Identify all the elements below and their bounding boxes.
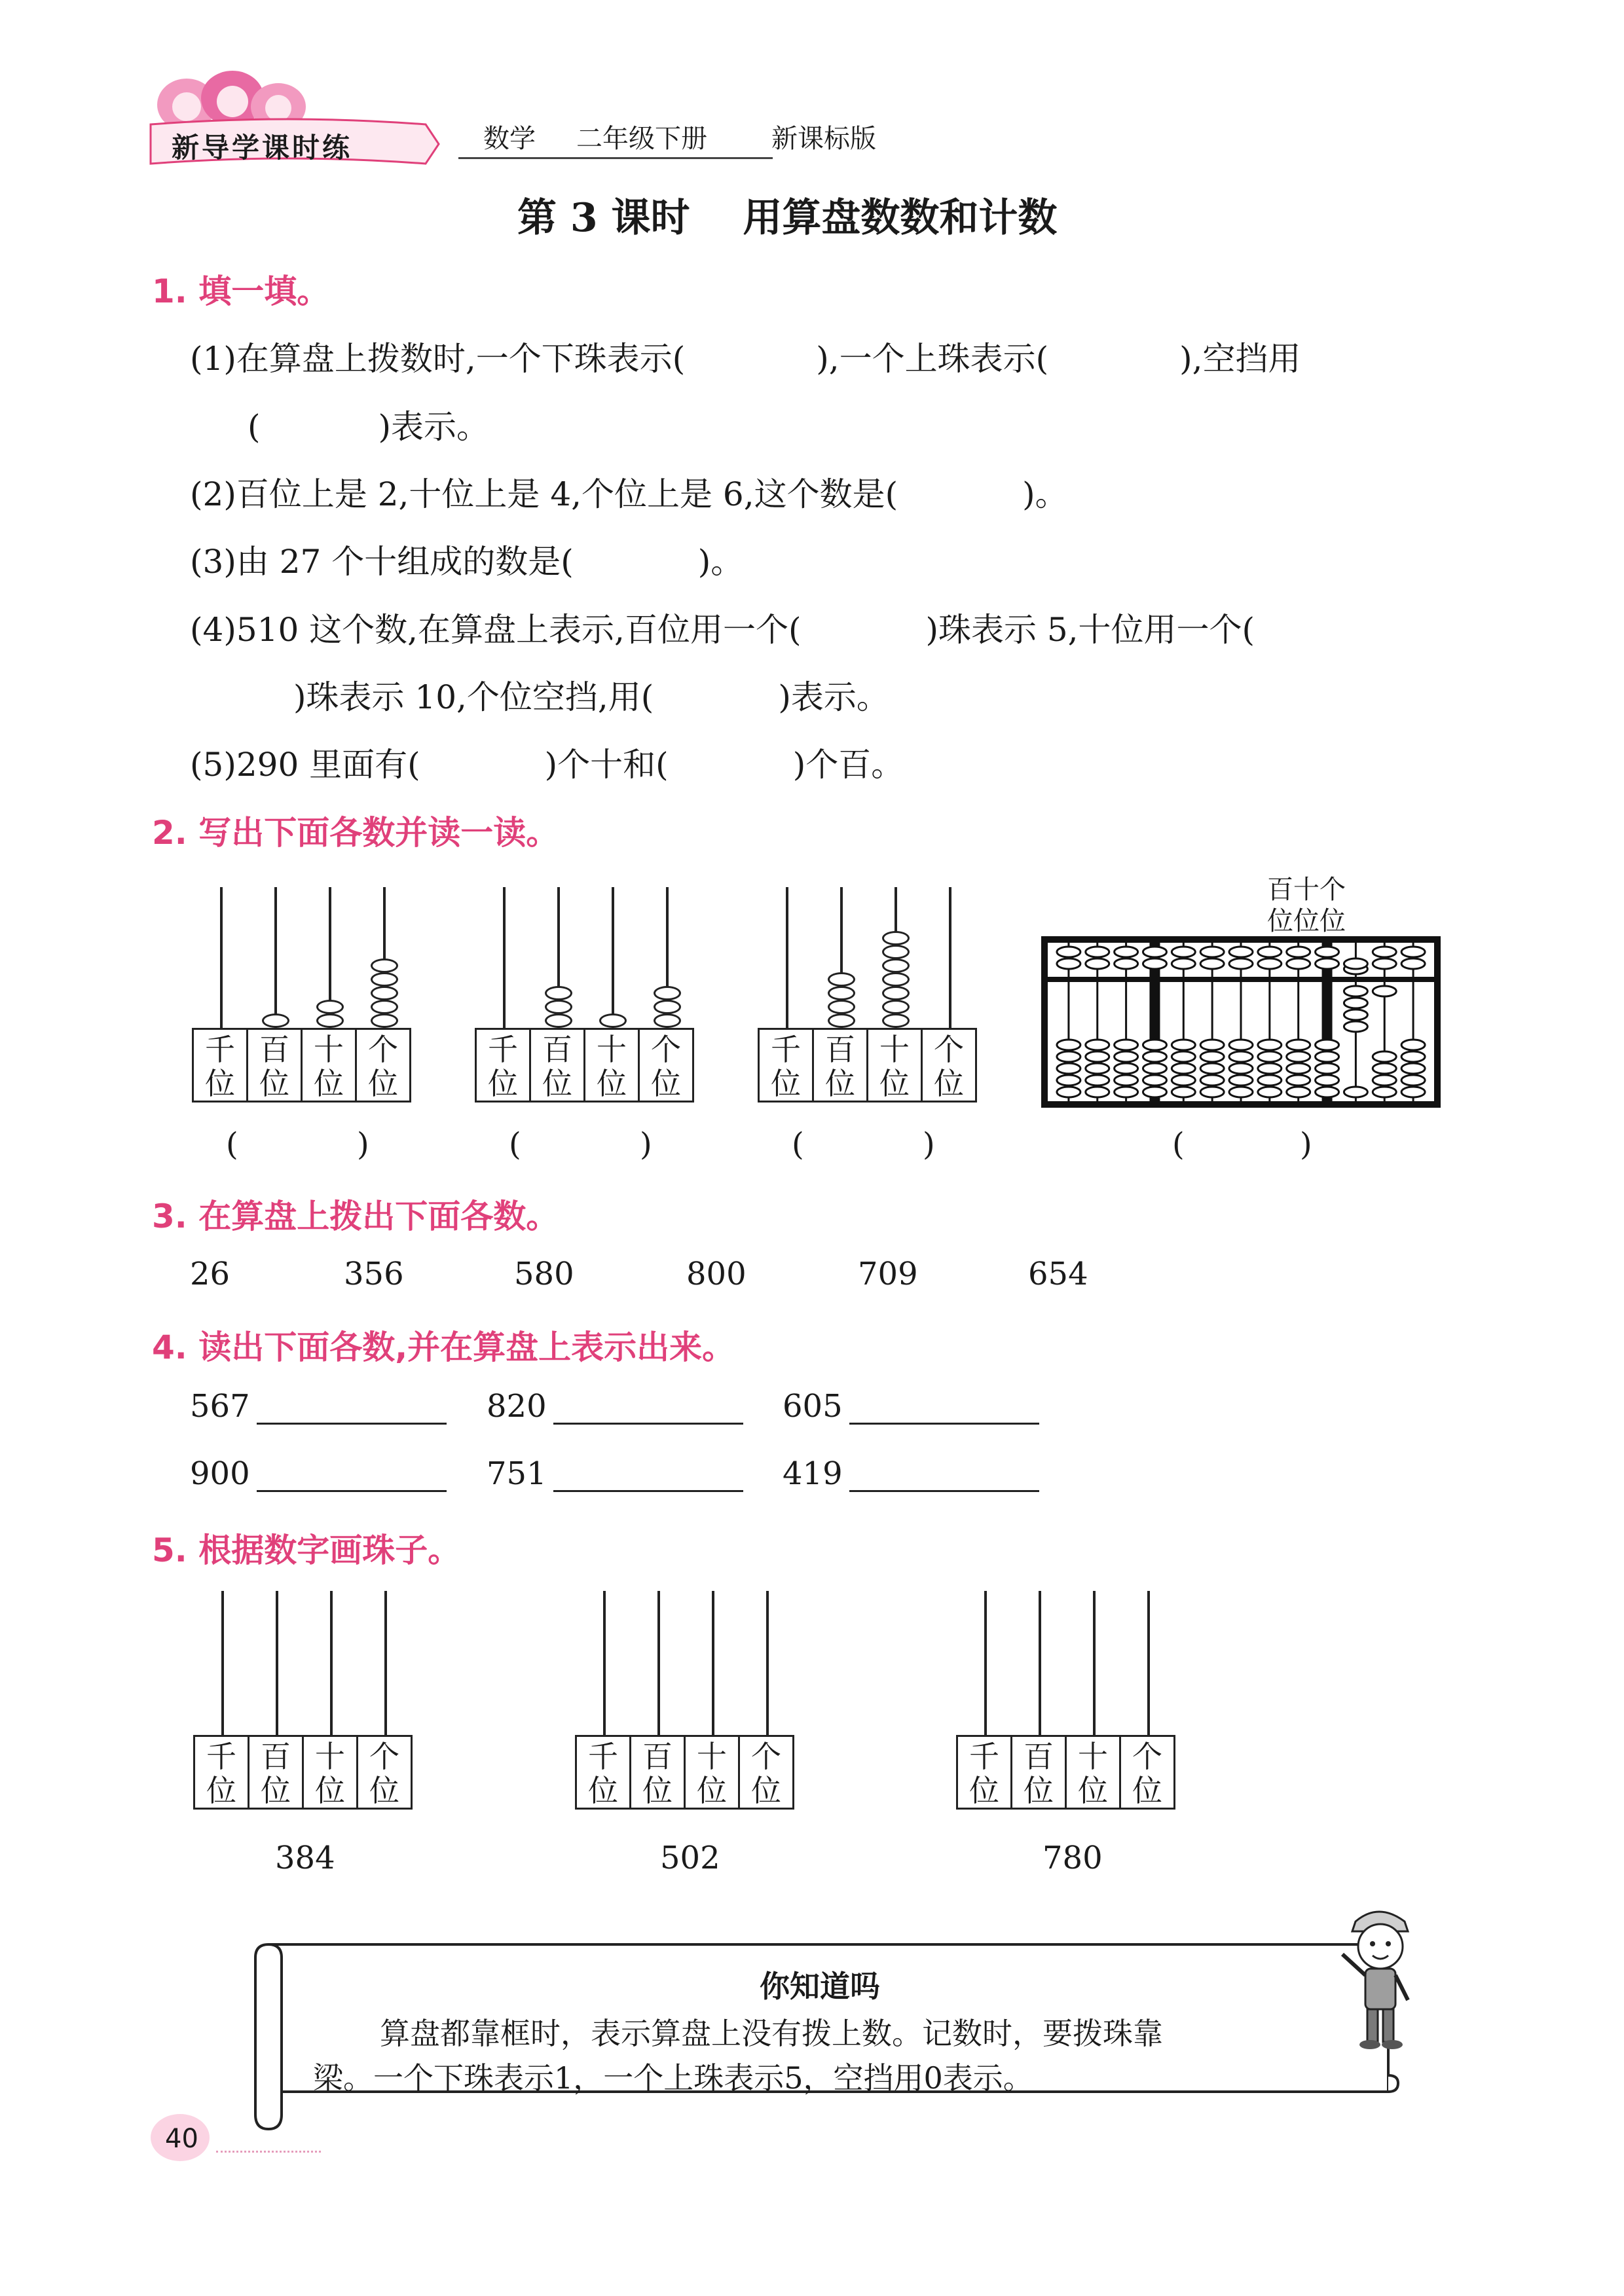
- abacus-lower-bead: [1200, 1087, 1224, 1097]
- q5-counter-3-rod: [1147, 1591, 1150, 1735]
- abacus-lower-bead: [1229, 1075, 1253, 1085]
- q2-counter-3-rod: [949, 887, 951, 1028]
- q2-counter-2-bead: [545, 1000, 572, 1014]
- q2-counter-1-place-label: 百 位: [246, 1030, 301, 1101]
- q1-text: )珠表示 10,个位空挡,用(: [293, 678, 654, 716]
- q4-item: [783, 1455, 1039, 1492]
- q5-counter-3-place-label: 个 位: [1119, 1737, 1173, 1808]
- abacus-upper-bead: [1143, 947, 1166, 957]
- q1-text: (: [248, 408, 261, 446]
- q2-counter-2-bead: [545, 1013, 572, 1028]
- q5-counter-1-rod: [384, 1591, 387, 1735]
- abacus-lower-bead: [1086, 1087, 1109, 1097]
- q2-counter-3-bead: [882, 1013, 910, 1028]
- q2-counter-3-place-labels: [758, 1028, 977, 1102]
- abacus-upper-bead: [1115, 958, 1138, 969]
- q2-counter-3-place-label: 个 位: [921, 1030, 975, 1101]
- q2-counter-1-bead: [371, 958, 398, 973]
- abacus-upper-bead: [1287, 947, 1310, 957]
- abacus-lower-bead: [1115, 1040, 1138, 1050]
- q5-counter-3-place-label: 千 位: [969, 1739, 999, 1808]
- q1-text: )珠表示 5,十位用一个(: [925, 611, 1255, 649]
- abacus-upper-bead: [1172, 947, 1195, 957]
- q2-counter-2-place-label: 百 位: [529, 1030, 583, 1101]
- abacus-lower-bead: [1086, 1051, 1109, 1062]
- q2-counter-1-bead: [316, 1000, 344, 1014]
- q5-counter-2-place-label: 十 位: [684, 1737, 738, 1808]
- q4-item: [190, 1388, 447, 1425]
- q2-counter-3-bead: [828, 1000, 855, 1014]
- abacus-lower-bead: [1143, 1063, 1166, 1074]
- abacus-lower-bead: [1401, 1087, 1425, 1097]
- abacus-lower-bead: [1057, 1087, 1080, 1097]
- q5-counter-3-rod: [1093, 1591, 1096, 1735]
- abacus-place-header: [1267, 874, 1346, 937]
- q2-counter-3-bead: [882, 958, 910, 973]
- abacus-upper-bead: [1086, 958, 1109, 969]
- abacus-upper-bead: [1344, 958, 1367, 969]
- abacus-lower-bead: [1316, 1063, 1339, 1074]
- abacus-lower-bead: [1143, 1087, 1166, 1097]
- header-rule: [458, 157, 773, 159]
- abacus-lower-bead: [1344, 986, 1367, 996]
- abacus-lower-bead: [1229, 1087, 1253, 1097]
- q5-counter-2-rod: [766, 1591, 769, 1735]
- q4-number: 605: [783, 1388, 843, 1425]
- abacus-upper-bead: [1401, 958, 1425, 969]
- abacus-lower-bead: [1086, 1075, 1109, 1085]
- abacus-upper-bead: [1057, 958, 1080, 969]
- q2-counter-3-bead: [828, 1013, 855, 1028]
- q2-counter-2-rod: [612, 887, 614, 1028]
- q1-text: ),一个上珠表示(: [816, 340, 1049, 378]
- q4-number: 419: [783, 1455, 843, 1492]
- q2-counter-2-place-label: 十 位: [583, 1030, 638, 1101]
- q5-counter-3-rod: [1039, 1591, 1041, 1735]
- abacus-lower-bead: [1200, 1040, 1224, 1050]
- abacus-lower-bead: [1344, 1087, 1367, 1097]
- abacus-upper-bead: [1057, 947, 1080, 957]
- q5-counter-1-place-label: 百 位: [248, 1737, 302, 1808]
- header-edition: 新课标版: [771, 124, 876, 154]
- q2-answer-paren: (: [509, 1126, 521, 1163]
- abacus-lower-bead: [1316, 1075, 1339, 1085]
- q3-heading: 3. 在算盘上拨出下面各数。: [152, 1197, 559, 1235]
- q2-counter-3-bead: [828, 986, 855, 1000]
- abacus-lower-bead: [1344, 1010, 1367, 1020]
- q4-number: 900: [190, 1455, 250, 1492]
- q1-text: )个十和(: [544, 746, 669, 784]
- q2-answer-paren: (: [792, 1126, 804, 1163]
- page-number: 40: [165, 2124, 198, 2154]
- header-subject: 数学: [483, 124, 536, 154]
- abacus-lower-bead: [1401, 1051, 1425, 1062]
- abacus-lower-bead: [1373, 1075, 1396, 1085]
- q2-counter-2-bead: [654, 1000, 681, 1014]
- abacus-lower-bead: [1057, 1063, 1080, 1074]
- q5-counter-2-place-label: 个 位: [738, 1737, 792, 1808]
- q5-counter-2-rod: [603, 1591, 606, 1735]
- abacus-lower-bead: [1287, 1063, 1310, 1074]
- abacus-lower-bead: [1287, 1087, 1310, 1097]
- q5-counter-3-place-label: 百 位: [1010, 1737, 1065, 1808]
- abacus-lower-bead: [1287, 1051, 1310, 1062]
- q2-counter-1-place-label: 千 位: [205, 1032, 235, 1101]
- q4-item: [783, 1388, 1039, 1425]
- abacus-upper-bead: [1373, 947, 1396, 957]
- q5-counter-1-rod: [276, 1591, 278, 1735]
- abacus-upper-bead: [1316, 958, 1339, 969]
- q5-counter-1-place-labels: [193, 1735, 413, 1810]
- q4-number: 820: [487, 1388, 547, 1425]
- q1-line1-cont: [248, 401, 489, 448]
- abacus-upper-bead: [1086, 947, 1109, 957]
- lesson-title: 第 3 课时 用算盘数数和计数: [517, 195, 1058, 241]
- abacus-upper-bead: [1200, 958, 1224, 969]
- q2-answer-paren: (: [226, 1126, 238, 1163]
- q2-counter-1-place-labels: [192, 1028, 411, 1102]
- abacus-lower-bead: [1229, 1063, 1253, 1074]
- q3-number: 356: [344, 1256, 404, 1292]
- abacus-lower-bead: [1057, 1051, 1080, 1062]
- q2-counter-1-rod: [220, 887, 223, 1028]
- abacus-lower-bead: [1172, 1075, 1195, 1085]
- q2-counter-2-rod: [503, 887, 506, 1028]
- abacus-lower-bead: [1316, 1051, 1339, 1062]
- q2-answer-paren: ): [640, 1126, 652, 1163]
- q4-answer-line[interactable]: [257, 1461, 447, 1492]
- q3-number: 709: [858, 1256, 918, 1292]
- abacus-lower-bead: [1057, 1040, 1080, 1050]
- q1-line1: [190, 333, 1301, 380]
- q1-text: )。: [697, 543, 744, 581]
- abacus-lower-bead: [1316, 1040, 1339, 1050]
- header-brand: 新导学课时练: [172, 132, 353, 164]
- q2-counter-2-place-labels: [475, 1028, 694, 1102]
- q2-counter-2-bead: [654, 1013, 681, 1028]
- q5-counter-3-place-label: 十 位: [1065, 1737, 1119, 1808]
- abacus-upper-bead: [1229, 958, 1253, 969]
- abacus-lower-bead: [1143, 1040, 1166, 1050]
- abacus-header-line1: 百十个: [1267, 875, 1346, 905]
- q2-counter-1-bead: [371, 972, 398, 987]
- abacus-lower-bead: [1344, 998, 1367, 1008]
- abacus-svg: [1041, 936, 1441, 1108]
- abacus-lower-bead: [1373, 1051, 1396, 1062]
- q2-answer-paren: ): [357, 1126, 369, 1163]
- q2-counter-3-bead: [828, 972, 855, 987]
- abacus-lower-bead: [1258, 1075, 1282, 1085]
- q1-text: ),空挡用: [1179, 340, 1301, 378]
- abacus-lower-bead: [1172, 1040, 1195, 1050]
- q2-counter-1-place-label: 个 位: [355, 1030, 409, 1101]
- q4-item: [487, 1455, 743, 1492]
- q4-answer-line[interactable]: [849, 1394, 1039, 1425]
- q5-heading: 5. 根据数字画珠子。: [152, 1531, 461, 1569]
- q2-counter-1-bead: [316, 1013, 344, 1028]
- abacus-lower-bead: [1143, 1075, 1166, 1085]
- tip-line1: 算盘都靠框时，表示算盘上没有拨上数。记数时，要拨珠靠: [380, 2016, 1163, 2051]
- abacus-lower-bead: [1258, 1087, 1282, 1097]
- footer-dotted-rule: [216, 2151, 321, 2153]
- boy-cartoon-icon: [1329, 1902, 1428, 2052]
- header-grade: 二年级下册: [576, 124, 707, 154]
- abacus-lower-bead: [1200, 1051, 1224, 1062]
- q1-text: (3)由 27 个十组成的数是(: [190, 543, 574, 581]
- q1-line4: [190, 604, 1255, 651]
- q2-answer-paren-close-4: ): [1300, 1126, 1312, 1163]
- abacus-upper-bead: [1229, 947, 1253, 957]
- q1-text: (4)510 这个数,在算盘上表示,百位用一个(: [190, 611, 802, 649]
- q2-counter-3-place-label: 千 位: [771, 1032, 801, 1101]
- q4-item: [487, 1388, 743, 1425]
- q5-number: 780: [1043, 1840, 1103, 1876]
- abacus-lower-bead: [1401, 1063, 1425, 1074]
- q5-number: 384: [275, 1840, 335, 1876]
- q5-counter-3-place-labels: [956, 1735, 1175, 1810]
- q4-answer-line[interactable]: [257, 1394, 447, 1425]
- q2-heading: 2. 写出下面各数并读一读。: [152, 814, 559, 852]
- q2-counter-1-bead: [371, 986, 398, 1000]
- abacus-beam: [1044, 977, 1437, 982]
- q2-counter-1-bead: [262, 1013, 289, 1028]
- abacus-lower-bead: [1115, 1087, 1138, 1097]
- q2-counter-1-rod: [274, 887, 277, 1028]
- q1-text: (2)百位上是 2,十位上是 4,个位上是 6,这个数是(: [190, 475, 898, 513]
- abacus-lower-bead: [1086, 1040, 1109, 1050]
- abacus-lower-bead: [1229, 1040, 1253, 1050]
- abacus-lower-bead: [1115, 1051, 1138, 1062]
- q5-counter-2-rod: [712, 1591, 714, 1735]
- q2-counter-1-bead: [371, 1013, 398, 1028]
- q1-text: )。: [1022, 475, 1068, 513]
- q1-line4-cont: [293, 671, 889, 718]
- abacus-lower-bead: [1401, 1040, 1425, 1050]
- q5-counter-1-rod: [330, 1591, 333, 1735]
- abacus-upper-bead: [1373, 958, 1396, 969]
- q5-counter-2-rod: [657, 1591, 660, 1735]
- abacus-lower-bead: [1258, 1040, 1282, 1050]
- abacus-upper-bead: [1258, 947, 1282, 957]
- q2-counter-3-bead: [882, 1000, 910, 1014]
- q5-counter-1-place-label: 个 位: [356, 1737, 411, 1808]
- q5-counter-1-place-label: 十 位: [302, 1737, 356, 1808]
- q5-counter-2-place-label: 百 位: [629, 1737, 684, 1808]
- q3-number: 580: [514, 1256, 574, 1292]
- q5-counter-2-place-label: 千 位: [588, 1739, 618, 1808]
- abacus-lower-bead: [1258, 1051, 1282, 1062]
- abacus-lower-bead: [1172, 1087, 1195, 1097]
- abacus-upper-bead: [1200, 947, 1224, 957]
- abacus-lower-bead: [1172, 1063, 1195, 1074]
- q1-line5: [190, 738, 904, 786]
- tip-line2: 梁。一个下珠表示1，一个上珠表示5，空挡用0表示。: [313, 2060, 1033, 2096]
- abacus-upper-bead: [1316, 947, 1339, 957]
- q2-counter-2-place-label: 千 位: [488, 1032, 518, 1101]
- q1-text: )个百。: [792, 746, 904, 784]
- q4-answer-line[interactable]: [849, 1461, 1039, 1492]
- q5-counter-1-rod: [221, 1591, 224, 1735]
- abacus-upper-bead: [1115, 947, 1138, 957]
- q4-heading: 4. 读出下面各数,并在算盘上表示出来。: [152, 1328, 735, 1366]
- q2-counter-3-bead: [882, 945, 910, 959]
- q1-heading: 1. 填一填。: [152, 272, 330, 310]
- q2-answer-paren-open-4: (: [1172, 1126, 1185, 1163]
- q4-answer-line[interactable]: [553, 1461, 743, 1492]
- abacus-lower-bead: [1373, 1063, 1396, 1074]
- abacus-lower-bead: [1172, 1051, 1195, 1062]
- abacus-lower-bead: [1287, 1040, 1310, 1050]
- q4-number: 751: [487, 1455, 547, 1492]
- abacus-lower-bead: [1115, 1063, 1138, 1074]
- abacus-lower-bead: [1200, 1063, 1224, 1074]
- q4-item: [190, 1455, 447, 1492]
- q2-counter-1-bead: [371, 1000, 398, 1014]
- q2-answer-paren: ): [923, 1126, 935, 1163]
- q1-text: (5)290 里面有(: [190, 746, 420, 784]
- q2-counter-2-bead: [654, 986, 681, 1000]
- q3-number: 26: [190, 1256, 231, 1292]
- abacus-lower-bead: [1287, 1075, 1310, 1085]
- q3-number: 800: [686, 1256, 747, 1292]
- abacus-header-line2: 位位位: [1267, 906, 1346, 936]
- q2-counter-3-bead: [882, 931, 910, 945]
- q2-counter-3-place-label: 百 位: [812, 1030, 866, 1101]
- q1-text: )表示。: [778, 678, 889, 716]
- q5-counter-2-place-labels: [575, 1735, 794, 1810]
- q2-counter-3-bead: [882, 986, 910, 1000]
- abacus-lower-bead: [1373, 986, 1396, 996]
- tip-title: 你知道吗: [760, 1969, 880, 2004]
- q1-text: (1)在算盘上拨数时,一个下珠表示(: [190, 340, 686, 378]
- q2-counter-2-place-label: 个 位: [638, 1030, 692, 1101]
- q2-counter-2-bead: [545, 986, 572, 1000]
- abacus-lower-bead: [1057, 1075, 1080, 1085]
- q2-counter-3-place-label: 十 位: [866, 1030, 921, 1101]
- q5-number: 502: [660, 1840, 720, 1876]
- q5-counter-3-rod: [984, 1591, 987, 1735]
- abacus-lower-bead: [1344, 1021, 1367, 1032]
- q1-text: )表示。: [378, 408, 490, 446]
- q2-counter-1-place-label: 十 位: [301, 1030, 355, 1101]
- q2-counter-3-bead: [882, 972, 910, 987]
- abacus-upper-bead: [1287, 958, 1310, 969]
- q4-answer-line[interactable]: [553, 1394, 743, 1425]
- abacus-lower-bead: [1316, 1087, 1339, 1097]
- q1-line2: [190, 468, 1068, 515]
- abacus-lower-bead: [1401, 1075, 1425, 1085]
- abacus-upper-bead: [1172, 958, 1195, 969]
- abacus-lower-bead: [1086, 1063, 1109, 1074]
- abacus-lower-bead: [1143, 1051, 1166, 1062]
- q4-number: 567: [190, 1388, 250, 1425]
- abacus-lower-bead: [1258, 1063, 1282, 1074]
- abacus-upper-bead: [1258, 958, 1282, 969]
- q2-counter-2-bead: [599, 1013, 627, 1028]
- abacus-upper-bead: [1401, 947, 1425, 957]
- q1-line3: [190, 536, 743, 583]
- abacus-lower-bead: [1200, 1075, 1224, 1085]
- abacus-upper-bead: [1143, 958, 1166, 969]
- abacus-lower-bead: [1115, 1075, 1138, 1085]
- abacus-lower-bead: [1373, 1087, 1396, 1097]
- q3-number: 654: [1028, 1256, 1088, 1292]
- q2-counter-3-rod: [786, 887, 788, 1028]
- q5-counter-1-place-label: 千 位: [206, 1739, 236, 1808]
- abacus-lower-bead: [1229, 1051, 1253, 1062]
